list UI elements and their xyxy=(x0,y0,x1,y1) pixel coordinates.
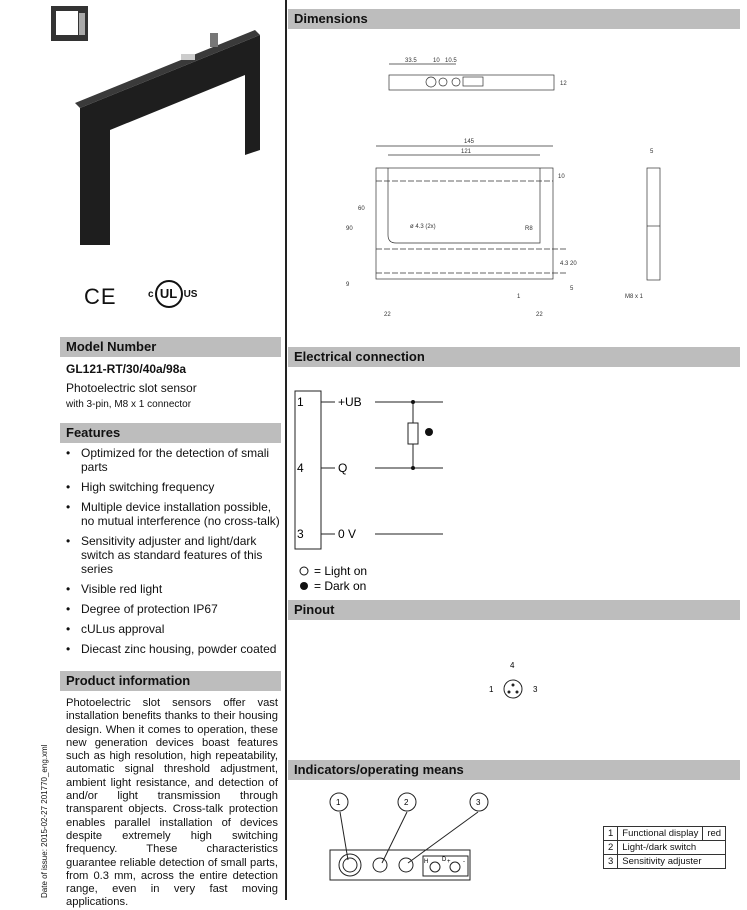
pin-4: 4 xyxy=(510,661,515,670)
legend-light-on: = Light on xyxy=(314,564,368,578)
pinout-header: Pinout xyxy=(288,600,740,620)
electrical-connection-header: Electrical connection xyxy=(288,347,740,367)
dimensions-header: Dimensions xyxy=(288,9,740,29)
dim-label: R8 xyxy=(525,226,533,232)
ce-mark: CE xyxy=(84,284,117,309)
pin-1: 1 xyxy=(489,685,494,694)
dim-label: 9 xyxy=(346,282,350,288)
pin-label: +UB xyxy=(338,395,362,409)
ul-us: US xyxy=(183,288,198,300)
pinout-diagram xyxy=(485,660,545,700)
dim-label: 145 xyxy=(464,139,475,145)
column-divider xyxy=(285,0,287,900)
ul-c: c xyxy=(148,288,154,300)
pin-label: 0 V xyxy=(338,527,357,541)
feature-item: • Degree of protection IP67 xyxy=(60,602,282,616)
feature-item: • High switching frequency xyxy=(60,480,282,494)
feature-item: • Multiple device installation possible, no mutual interference (no cross-talk) xyxy=(60,500,282,528)
features-header: Features xyxy=(60,423,281,443)
svg-text:H: H xyxy=(424,859,429,865)
dim-label: 5 xyxy=(570,286,574,292)
dim-label: 10 xyxy=(433,58,440,64)
dim-label: 1 xyxy=(517,294,521,300)
dim-label: 10 xyxy=(558,174,565,180)
cul-us-mark xyxy=(148,280,197,308)
dim-label: 121 xyxy=(461,149,472,155)
product-description: Photoelectric slot sensor xyxy=(66,381,197,395)
model-number-header: Model Number xyxy=(60,337,281,357)
pin-number: 3 xyxy=(297,527,304,541)
legend-dark-on: = Dark on xyxy=(314,579,367,593)
wiring-diagram xyxy=(288,370,488,600)
dimension-drawing xyxy=(288,40,747,318)
feature-item: • cULus approval xyxy=(60,622,282,636)
dim-label: 20 xyxy=(570,261,577,267)
dim-label: 90 xyxy=(346,226,353,232)
svg-text:D: D xyxy=(442,857,447,863)
table-row: 1 Functional display red xyxy=(604,827,726,841)
svg-text:-: - xyxy=(463,859,465,865)
table-row: 3 Sensitivity adjuster xyxy=(604,855,726,869)
feature-item: • Visible red light xyxy=(60,582,282,596)
ul-logo: UL xyxy=(155,280,183,308)
feature-item: • Sensitivity adjuster and light/dark switch as standard features of this series xyxy=(60,534,282,576)
dim-label: M8 x 1 xyxy=(625,294,644,300)
model-number: GL121-RT/30/40a/98a xyxy=(66,362,187,376)
dim-label: 22 xyxy=(384,312,391,318)
features-list xyxy=(60,446,282,662)
dim-label: 10.5 xyxy=(445,58,457,64)
dim-label: 60 xyxy=(358,206,365,212)
dim-label: 4.3 xyxy=(560,261,569,267)
pin-label: Q xyxy=(338,461,348,475)
feature-item: • Diecast zinc housing, powder coated xyxy=(60,642,282,656)
connector-description: with 3-pin, M8 x 1 connector xyxy=(66,399,192,410)
dim-label: 12 xyxy=(560,81,567,87)
dim-label: 5 xyxy=(650,149,654,155)
pin-number: 1 xyxy=(297,395,304,409)
pin-number: 4 xyxy=(297,461,304,475)
indicator-panel-drawing xyxy=(320,790,500,885)
issue-date: Date of issue: 2015-02-27 201770_eng.xml xyxy=(40,744,49,898)
product-information-header: Product information xyxy=(60,671,281,691)
product-information-text: Photoelectric slot sensors offer vast installation benefits thanks to their housing design. When it comes to operation, these new generation devices boast features such as high resolution, high repeatability, automatic signal threshold adjustment, ambient light resistance, and detection of and/or light transmission through transparent objects. Cross-talk protection enables parallel installation of devices despite extremely high switching frequency. These characteristics guarantee reliable detection of small parts, from 0.3 mm, across the entire detection range, even in very fast moving applications. xyxy=(66,697,278,909)
product-photo xyxy=(75,30,265,250)
feature-item: • Optimized for the detection of smali parts xyxy=(60,446,282,474)
dim-label: ø 4.3 (2x) xyxy=(410,224,436,230)
callout-3: 3 xyxy=(476,798,481,807)
dim-label: 33.5 xyxy=(405,58,417,64)
indicators-table xyxy=(603,826,726,869)
callout-2: 2 xyxy=(404,798,409,807)
table-row: 2 Light-/dark switch xyxy=(604,841,726,855)
callout-1: 1 xyxy=(336,798,341,807)
dim-label: 22 xyxy=(536,312,543,318)
indicators-header: Indicators/operating means xyxy=(288,760,740,780)
pin-3: 3 xyxy=(533,685,538,694)
svg-text:+: + xyxy=(447,859,451,865)
